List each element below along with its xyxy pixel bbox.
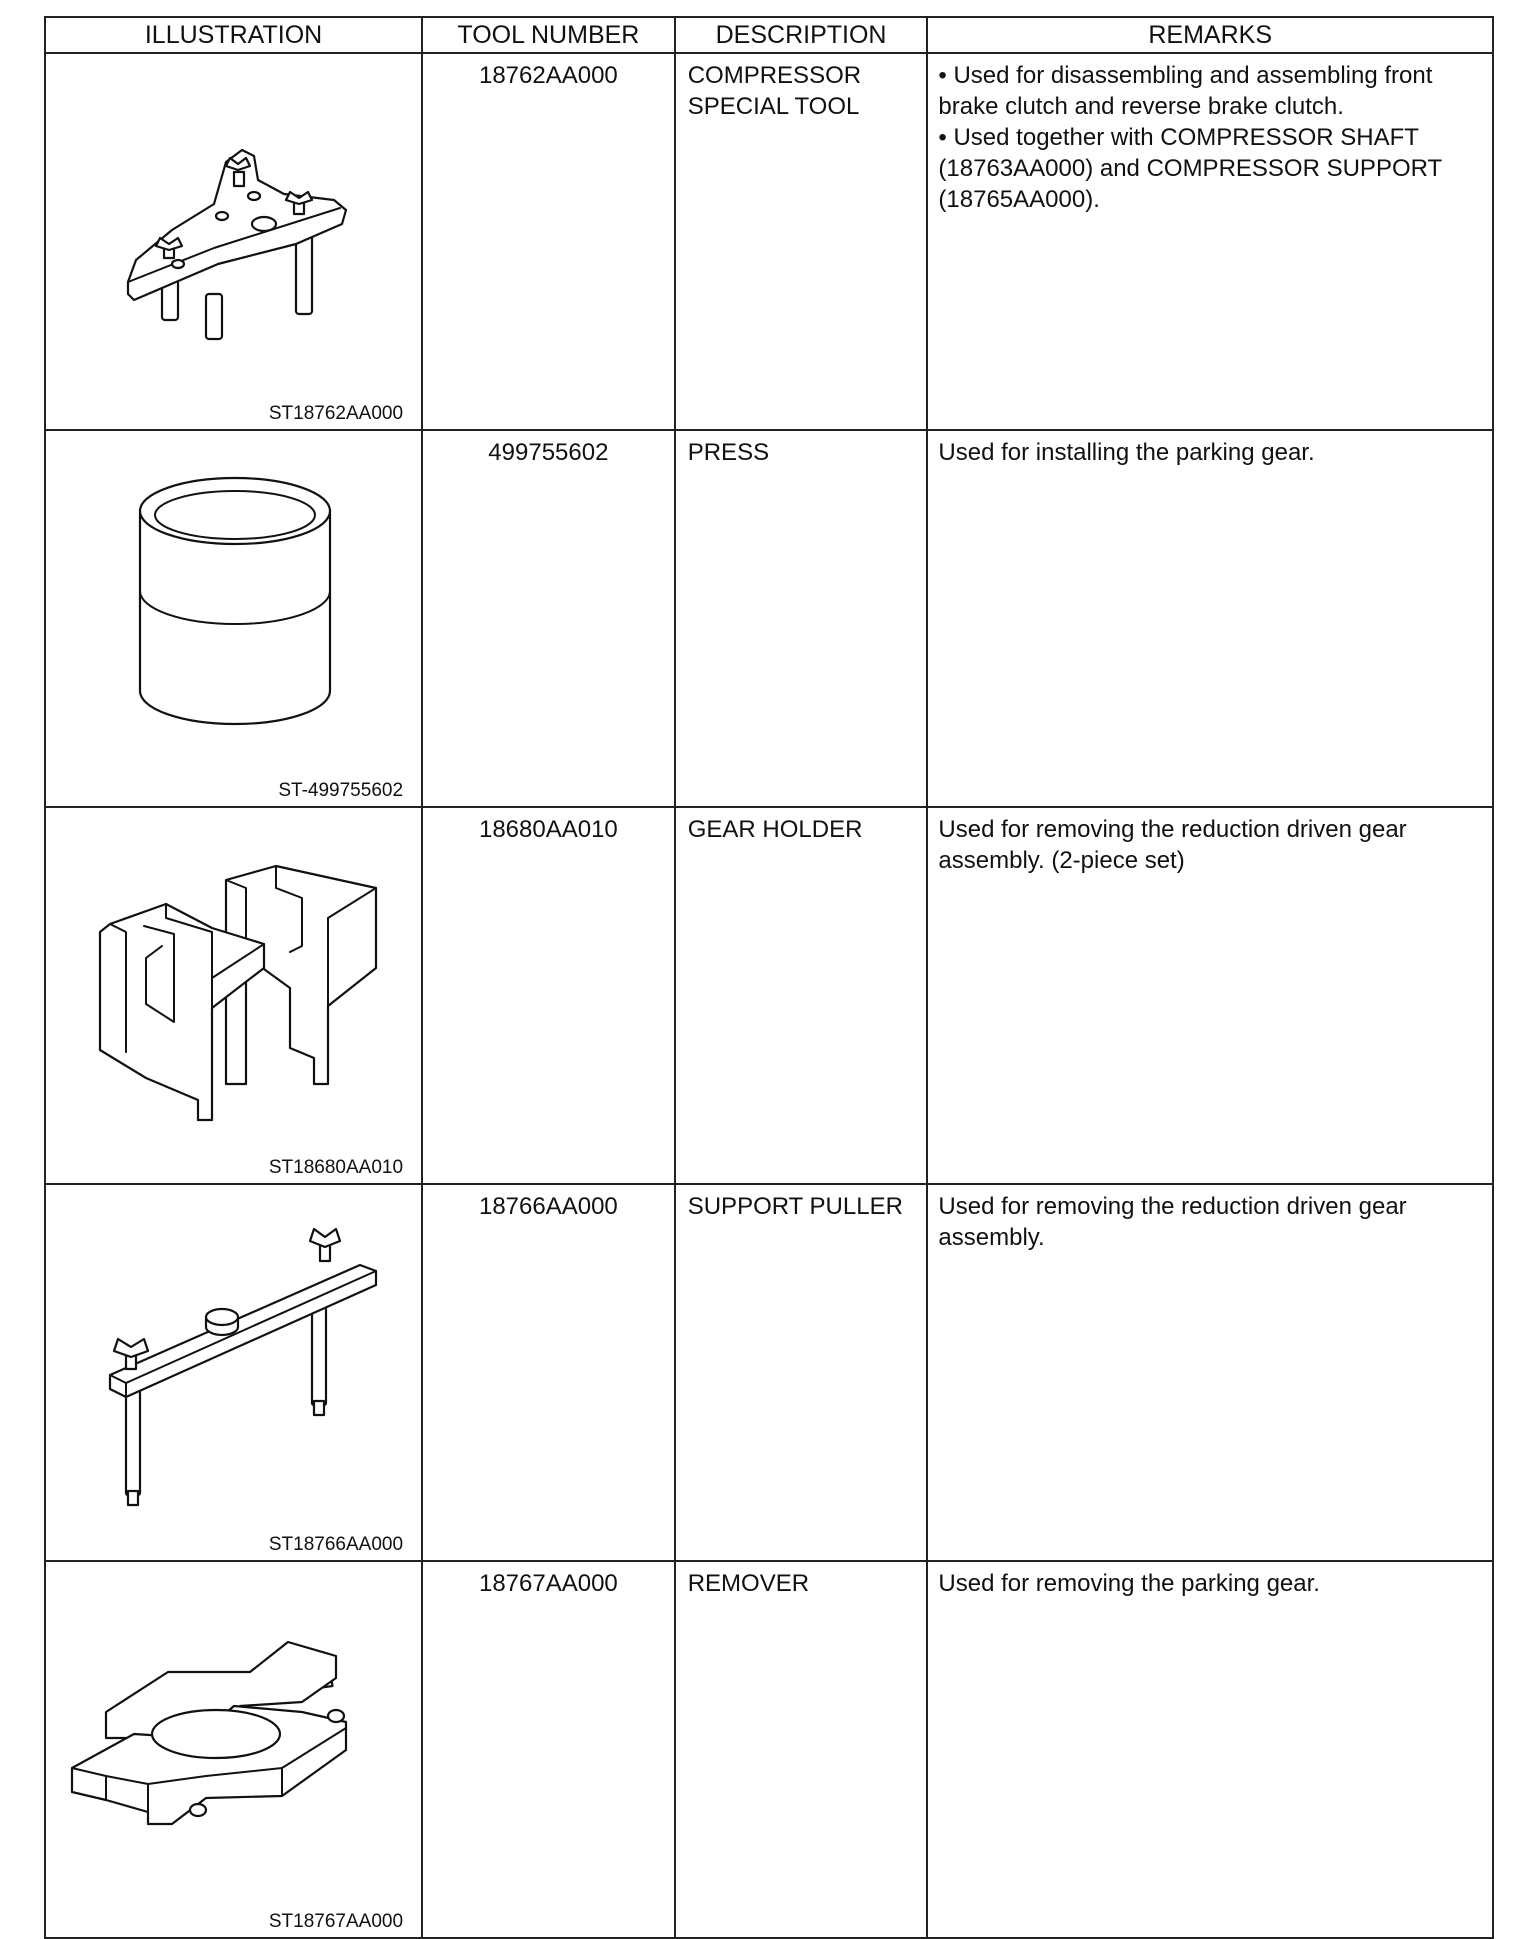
header-tool-number: TOOL NUMBER [422, 17, 675, 53]
tool-remarks [927, 807, 1493, 1184]
remark-line: Used for removing the reduction driven gear assembly. (2-piece set) [938, 816, 1407, 874]
illustration-cell [45, 53, 422, 430]
table-row [45, 430, 1493, 807]
remover-icon [46, 1562, 422, 1931]
tool-description: REMOVER [675, 1561, 928, 1938]
header-description: DESCRIPTION [675, 17, 928, 53]
special-tools-table [44, 16, 1494, 1939]
remark-line: • Used together with COMPRESSOR SHAFT (18763AA000) and COMPRESSOR SUPPORT (18765AA000). [938, 124, 1442, 213]
press-icon [46, 431, 422, 800]
tool-number: 18680AA010 [422, 807, 675, 1184]
tool-number: 18766AA000 [422, 1184, 675, 1561]
tool-remarks [927, 1561, 1493, 1938]
gear-holder-icon [46, 808, 422, 1177]
illustration-cell [45, 1561, 422, 1938]
tool-description: GEAR HOLDER [675, 807, 928, 1184]
header-remarks: REMARKS [927, 17, 1493, 53]
tool-number: 18762AA000 [422, 53, 675, 430]
tool-remarks [927, 53, 1493, 430]
tool-remarks [927, 1184, 1493, 1561]
table-header-row [45, 17, 1493, 53]
table-row [45, 53, 1493, 430]
remark-line: • Used for disassembling and assembling front brake clutch and reverse brake clutch. [938, 62, 1433, 120]
support-puller-icon [46, 1185, 422, 1554]
illustration-code: ST18762AA000 [268, 403, 404, 424]
table-row [45, 1561, 1493, 1938]
tool-number: 499755602 [422, 430, 675, 807]
remark-line: Used for removing the parking gear. [938, 1570, 1320, 1597]
remark-line: Used for installing the parking gear. [938, 439, 1315, 466]
illustration-cell [45, 807, 422, 1184]
tool-remarks [927, 430, 1493, 807]
tool-description: COMPRESSOR SPECIAL TOOL [675, 53, 928, 430]
illustration-code: ST18767AA000 [268, 1911, 404, 1932]
table-row [45, 1184, 1493, 1561]
tool-description: PRESS [675, 430, 928, 807]
illustration-code: ST-499755602 [278, 780, 404, 801]
tool-number: 18767AA000 [422, 1561, 675, 1938]
tool-description: SUPPORT PULLER [675, 1184, 928, 1561]
illustration-cell [45, 1184, 422, 1561]
table-row [45, 807, 1493, 1184]
compressor-special-tool-icon [46, 54, 422, 423]
header-illustration: ILLUSTRATION [45, 17, 422, 53]
illustration-cell [45, 430, 422, 807]
illustration-code: ST18680AA010 [268, 1157, 404, 1178]
remark-line: Used for removing the reduction driven gear assembly. [938, 1193, 1407, 1251]
illustration-code: ST18766AA000 [268, 1534, 404, 1555]
